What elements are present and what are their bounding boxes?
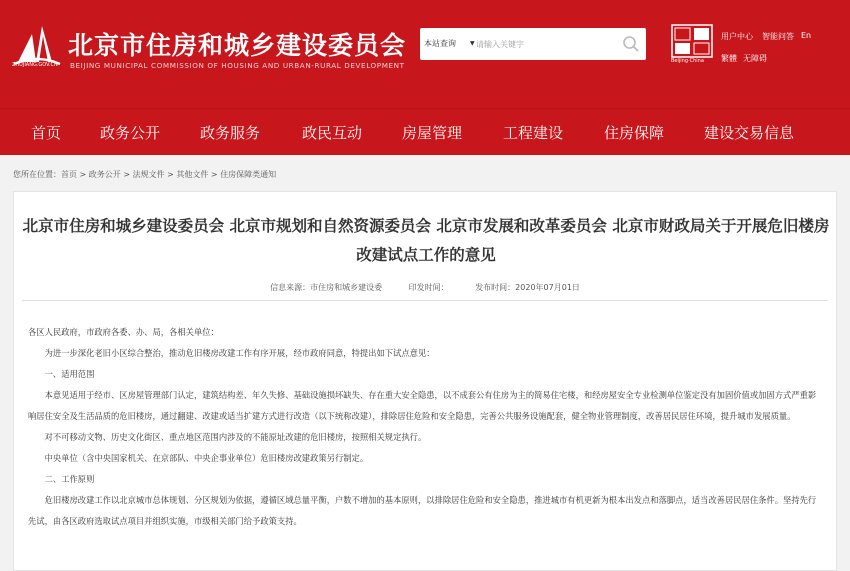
breadcrumb-separator: > — [77, 170, 89, 179]
article-body — [28, 322, 820, 532]
search-scope-select[interactable]: 本站查询 — [424, 39, 456, 48]
nav-public-interaction[interactable]: 政民互动 — [302, 124, 363, 142]
article-publish-time: 发布时间：2020年07月01日 — [475, 283, 580, 292]
search-icon[interactable] — [622, 35, 640, 53]
breadcrumb-item-government-affairs[interactable]: 政务公开 — [88, 170, 121, 179]
article-paragraph: 对不可移动文物、历史文化街区、重点地区范围内涉及的不能原址改建的危旧楼房，按照相关规定执行。 — [44, 432, 427, 442]
site-header — [0, 0, 850, 108]
breadcrumb-item-home[interactable]: 首页 — [61, 170, 77, 179]
breadcrumb-separator: > — [120, 170, 133, 179]
nav-government-affairs[interactable]: 政务公开 — [100, 124, 161, 142]
meta-divider — [22, 300, 828, 301]
nav-housing-security[interactable]: 住房保障 — [604, 124, 665, 142]
chevron-down-icon[interactable]: ▼ — [470, 40, 475, 47]
traditional-chinese-link[interactable]: 繁體 — [721, 54, 737, 63]
nav-engineering[interactable]: 工程建设 — [503, 124, 564, 142]
search-input[interactable] — [476, 35, 616, 53]
accessibility-link[interactable]: 无障碍 — [743, 54, 767, 63]
article-source: 信息来源：市住房和城乡建设委 — [270, 283, 383, 292]
breadcrumb-item-housing-notices[interactable]: 住房保障类通知 — [220, 170, 277, 179]
article-panel — [13, 191, 837, 571]
article-print-time: 印发时间： — [408, 283, 449, 292]
capital-caption: Beijing·China — [671, 58, 704, 64]
article-paragraph: 各区人民政府，市政府各委、办、局，各相关单位： — [28, 327, 219, 337]
site-title[interactable]: 北京市住房和城乡建设委员会 — [68, 31, 407, 60]
breadcrumb-separator: > — [164, 170, 177, 179]
nav-government-services[interactable]: 政务服务 — [200, 124, 261, 142]
breadcrumb-item-regulations[interactable]: 法规文件 — [132, 170, 165, 179]
english-link[interactable]: En — [801, 31, 812, 40]
nav-construction-trading[interactable]: 建设交易信息 — [704, 124, 795, 142]
main-nav — [0, 108, 850, 155]
smart-qa-link[interactable]: 智能问答 — [762, 32, 794, 41]
logo-domain-text: ZHUJIANG.GOV.CN — [12, 62, 58, 68]
breadcrumb — [13, 169, 276, 180]
article-paragraph: 中央单位（含中央国家机关、在京部队、中央企事业单位）危旧楼房改建政策另行制定。 — [44, 453, 369, 463]
article-paragraph: 二、工作原则 — [44, 474, 95, 484]
article-paragraph: 危旧楼房改建工作以北京城市总体规划、分区规划为依据，遵循区域总量平衡，户数不增加的基本原则，以排除居住危险和安全隐患，推进城市有机更新为根本出发点和落脚点，适当改善居民居住条件。坚持先行先试，由各区政府选取试点项目并组织实施，市级相关部门给予政策支持。 — [28, 495, 817, 526]
article-paragraph: 为进一步深化老旧小区综合整治，推动危旧楼房改建工作有序开展，经市政府同意，特提出如下试点意见： — [44, 348, 435, 358]
article-paragraph: 一、适用范围 — [44, 369, 95, 379]
search-box — [420, 28, 646, 60]
nav-home[interactable]: 首页 — [31, 124, 62, 142]
breadcrumb-item-other-documents[interactable]: 其他文件 — [176, 170, 209, 179]
article-paragraph: 本意见适用于经市、区房屋管理部门认定，建筑结构差、年久失修、基础设施损坏缺失、存在重大安全隐患，以不成套公有住房为主的简易住宅楼，和经房屋安全专业检测单位鉴定没有加固价值或加固方式严重影响居住安全及生活品质的危旧楼房，通过翻建、改建或适当扩建方式进行改造（以下统称改建），排除居住危险和安全隐患，完善公共服务设施配套，健全物业管理制度，改善居民居住环境，提升城市发展质量。 — [28, 390, 817, 421]
article-meta — [14, 282, 836, 293]
breadcrumb-separator: > — [208, 170, 221, 179]
site-subtitle: BEIJING MUNICIPAL COMMISSION OF HOUSING AND URBAN-RURAL DEVELOPMENT — [70, 61, 405, 70]
nav-housing-management[interactable]: 房屋管理 — [402, 124, 463, 142]
article-title: 北京市住房和城乡建设委员会 北京市规划和自然资源委员会 北京市发展和改革委员会 北京市财政局关于开展危旧楼房改建试点工作的意见 — [22, 217, 830, 264]
breadcrumb-label: 您所在位置： — [13, 170, 61, 179]
user-center-link[interactable]: 用户中心 — [721, 32, 753, 41]
